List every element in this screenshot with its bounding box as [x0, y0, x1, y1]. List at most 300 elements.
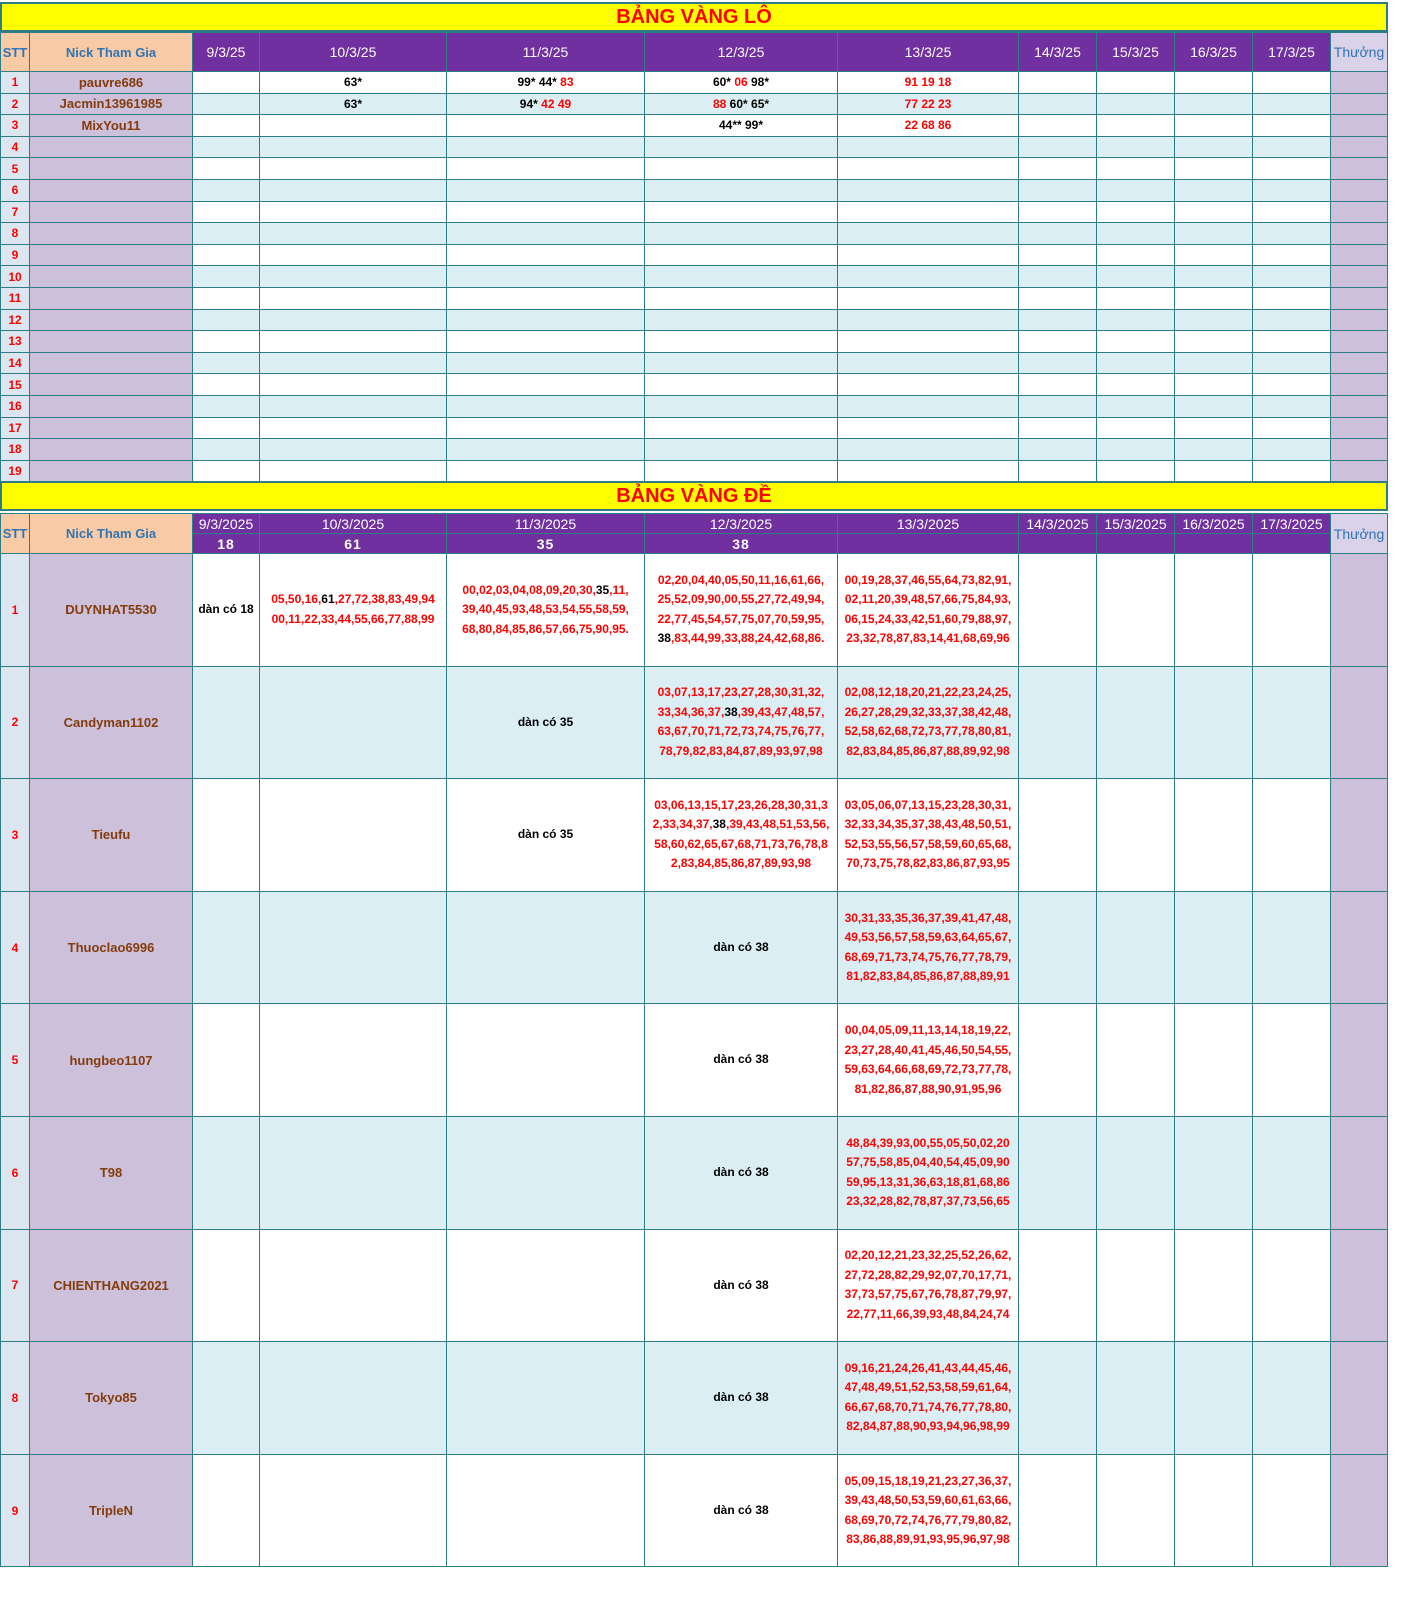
cell-numbers — [447, 581, 644, 640]
number-hit: 38 — [724, 704, 738, 719]
row-cell — [1253, 1342, 1331, 1455]
row-cell — [645, 331, 838, 353]
number-hit: dàn có 35 — [517, 714, 574, 729]
row-cell — [1097, 439, 1175, 461]
row-cell — [1253, 72, 1331, 94]
row-cell — [260, 115, 447, 137]
row-cell — [1175, 417, 1253, 439]
row-cell — [838, 179, 1019, 201]
row-cell — [1019, 1116, 1097, 1229]
header-thuong: Thưởng — [1331, 514, 1388, 554]
row-thuong — [1331, 287, 1388, 309]
cell-numbers — [260, 97, 446, 111]
row-cell — [447, 395, 645, 417]
row-stt: 8 — [1, 1342, 30, 1455]
result-number — [1253, 534, 1331, 554]
row-cell — [447, 93, 645, 115]
row-cell — [447, 287, 645, 309]
number-hit: dàn có 38 — [713, 1390, 769, 1405]
row-stt: 15 — [1, 374, 30, 396]
header-date: 13/3/2025 — [838, 514, 1019, 534]
row-nick: pauvre686 — [30, 72, 193, 94]
row-cell — [838, 374, 1019, 396]
lo-table-row — [1, 72, 1388, 94]
lo-table — [0, 32, 1388, 482]
row-cell — [645, 158, 838, 180]
row-thuong — [1331, 136, 1388, 158]
row-nick — [30, 439, 193, 461]
cell-numbers — [645, 1501, 837, 1521]
row-thuong — [1331, 93, 1388, 115]
row-cell — [838, 331, 1019, 353]
row-cell — [260, 72, 447, 94]
row-cell — [1253, 331, 1331, 353]
number-pick: 00,02,03,04,08,09,20,30, — [462, 582, 596, 597]
number-pick: 03,07,13,17,23,27,28,30,31,32, 33,34,36,37, — [657, 685, 825, 719]
row-cell — [1175, 395, 1253, 417]
row-cell — [838, 201, 1019, 223]
row-cell — [645, 115, 838, 137]
row-thuong — [1331, 115, 1388, 137]
row-cell — [645, 179, 838, 201]
row-nick — [30, 460, 193, 482]
row-cell — [1175, 779, 1253, 892]
number-pick: 02,08,12,18,20,21,22,23,24,25, 26,27,28,29,32,33,37,38,42,48, 52,58,62,68,72,73,77,78,80,81, 82,83,84,85,86,87,88,89,92,98 — [844, 685, 1012, 758]
row-cell — [260, 1116, 447, 1229]
row-cell — [1097, 374, 1175, 396]
number-pick: ,27,72,38,83,49,94 00,11,22,33,44,55,66,77,88,99 — [271, 592, 435, 626]
lo-table-row — [1, 179, 1388, 201]
row-cell — [1253, 115, 1331, 137]
row-cell — [447, 158, 645, 180]
row-cell — [1019, 223, 1097, 245]
lo-table-row — [1, 417, 1388, 439]
row-cell — [1097, 158, 1175, 180]
row-cell — [1253, 309, 1331, 331]
row-cell — [1019, 666, 1097, 779]
row-thuong — [1331, 439, 1388, 461]
number-pick: ,39,43,48,51,53,56, 58,60,62,65,67,68,71,73,76,78,8 2,83,84,85,86,87,89,93,98 — [654, 817, 830, 871]
row-cell — [1175, 223, 1253, 245]
row-cell — [1253, 266, 1331, 288]
row-thuong — [1331, 309, 1388, 331]
row-cell — [645, 395, 838, 417]
row-cell — [193, 115, 260, 137]
row-cell — [447, 1454, 645, 1567]
row-cell — [447, 136, 645, 158]
cell-numbers — [645, 75, 837, 89]
row-nick: TripleN — [30, 1454, 193, 1567]
row-stt: 13 — [1, 331, 30, 353]
row-cell — [1019, 1454, 1097, 1567]
row-cell — [447, 352, 645, 374]
number-hit: 60* — [712, 75, 735, 90]
cell-numbers — [447, 713, 644, 733]
row-cell — [1175, 115, 1253, 137]
header-date: 14/3/2025 — [1019, 514, 1097, 534]
row-cell — [1019, 115, 1097, 137]
header-date: 12/3/25 — [645, 33, 838, 72]
lo-table-row — [1, 266, 1388, 288]
number-hit: dàn có 18 — [198, 602, 254, 617]
row-cell — [193, 1342, 260, 1455]
row-cell — [1019, 179, 1097, 201]
row-cell — [645, 223, 838, 245]
row-cell — [1097, 179, 1175, 201]
row-cell — [838, 1004, 1019, 1117]
row-cell — [447, 309, 645, 331]
row-cell — [1253, 179, 1331, 201]
row-cell — [1253, 158, 1331, 180]
row-thuong — [1331, 1004, 1388, 1117]
row-cell — [193, 93, 260, 115]
number-hit: 99* 44* — [517, 75, 561, 90]
row-stt: 4 — [1, 136, 30, 158]
row-cell — [838, 309, 1019, 331]
row-cell — [1175, 891, 1253, 1004]
number-pick: 02,20,12,21,23,32,25,52,26,62, 27,72,28,82,29,92,07,70,17,71, 37,73,57,75,67,76,78,87,79,97, 22,77,11,66,39,93,48,84,24,74 — [844, 1248, 1012, 1321]
row-cell — [1253, 201, 1331, 223]
row-cell — [645, 1454, 838, 1567]
lo-table-row — [1, 309, 1388, 331]
row-stt: 5 — [1, 1004, 30, 1117]
row-cell — [1019, 395, 1097, 417]
number-pick: ,11, 39,40,45,93,48,53,54,55,58,59, 68,80,84,85,86,57,66,75,90,95. — [462, 582, 629, 636]
cell-numbers — [838, 1246, 1018, 1324]
row-stt: 18 — [1, 439, 30, 461]
row-cell — [1175, 666, 1253, 779]
row-cell — [447, 223, 645, 245]
cell-numbers — [260, 590, 446, 629]
lo-header-row — [1, 33, 1388, 72]
row-cell — [1097, 891, 1175, 1004]
row-cell — [193, 72, 260, 94]
row-cell — [260, 395, 447, 417]
row-cell — [1253, 1116, 1331, 1229]
lo-table-row — [1, 460, 1388, 482]
number-pick: 48,84,39,93,00,55,05,50,02,20 57,75,58,85,04,40,54,45,09,90 59,95,13,31,36,63,18,81,68,86 23,32,28,82,78,87,37,73,56,65 — [846, 1135, 1010, 1209]
header-date: 15/3/2025 — [1097, 514, 1175, 534]
row-nick — [30, 395, 193, 417]
row-cell — [1019, 331, 1097, 353]
row-cell — [1175, 72, 1253, 94]
row-cell — [193, 395, 260, 417]
row-stt: 14 — [1, 352, 30, 374]
row-cell — [1097, 666, 1175, 779]
number-pick: 42 49 — [541, 96, 572, 111]
row-nick — [30, 417, 193, 439]
row-cell — [193, 666, 260, 779]
header-date: 10/3/25 — [260, 33, 447, 72]
number-hit: dàn có 38 — [713, 1502, 769, 1517]
number-hit: dàn có 38 — [713, 939, 769, 954]
row-cell — [1097, 1454, 1175, 1567]
row-cell — [1019, 158, 1097, 180]
lo-title-banner: BẢNG VÀNG LÔ — [0, 2, 1388, 32]
row-nick — [30, 179, 193, 201]
row-cell — [838, 1229, 1019, 1342]
row-cell — [447, 779, 645, 892]
row-cell — [1097, 417, 1175, 439]
row-cell — [1175, 136, 1253, 158]
row-stt: 17 — [1, 417, 30, 439]
number-pick: 30,31,33,35,36,37,39,41,47,48, 49,53,56,57,58,59,63,64,65,67, 68,69,71,73,74,75,76,77,78,79, 81,82,83,84,85,86,87,88,89,91 — [844, 910, 1012, 984]
row-cell — [645, 554, 838, 667]
header-date: 9/3/25 — [193, 33, 260, 72]
row-cell — [1253, 244, 1331, 266]
row-cell — [645, 201, 838, 223]
number-pick: 06 — [734, 75, 748, 90]
de-table — [0, 513, 1388, 1567]
row-thuong — [1331, 554, 1388, 667]
row-cell — [260, 1454, 447, 1567]
cell-numbers — [260, 75, 446, 89]
row-cell — [1097, 309, 1175, 331]
row-thuong — [1331, 1454, 1388, 1567]
row-cell — [1253, 93, 1331, 115]
row-cell — [260, 417, 447, 439]
number-pick: 83 — [560, 75, 574, 90]
cell-numbers — [645, 796, 837, 874]
row-cell — [645, 244, 838, 266]
number-pick: 05,50,16, — [271, 592, 322, 607]
number-hit: dàn có 35 — [517, 827, 574, 842]
row-cell — [645, 352, 838, 374]
cell-numbers — [838, 97, 1018, 111]
result-number — [1175, 534, 1253, 554]
cell-numbers — [838, 75, 1018, 89]
row-cell — [1097, 554, 1175, 667]
row-stt: 2 — [1, 93, 30, 115]
row-cell — [645, 891, 838, 1004]
number-hit: 63* — [343, 96, 363, 111]
cell-numbers — [645, 1388, 837, 1408]
number-hit: 44** 99* — [718, 118, 764, 133]
row-thuong — [1331, 779, 1388, 892]
header-date: 12/3/2025 — [645, 514, 838, 534]
row-cell — [260, 779, 447, 892]
row-cell — [260, 331, 447, 353]
row-nick — [30, 136, 193, 158]
row-cell — [193, 136, 260, 158]
de-table-row — [1, 1004, 1388, 1117]
row-cell — [1097, 779, 1175, 892]
row-cell — [447, 554, 645, 667]
header-stt: STT — [1, 514, 30, 554]
row-cell — [447, 1116, 645, 1229]
lo-table-row — [1, 374, 1388, 396]
row-cell — [1253, 439, 1331, 461]
row-cell — [260, 266, 447, 288]
row-thuong — [1331, 244, 1388, 266]
row-cell — [260, 891, 447, 1004]
result-number — [1019, 534, 1097, 554]
row-cell — [193, 287, 260, 309]
result-number — [1097, 534, 1175, 554]
row-nick: MixYou11 — [30, 115, 193, 137]
lo-table-row — [1, 136, 1388, 158]
row-cell — [193, 266, 260, 288]
row-cell — [447, 115, 645, 137]
row-cell — [1097, 93, 1175, 115]
cell-numbers — [193, 600, 259, 620]
row-nick — [30, 374, 193, 396]
cell-numbers — [645, 118, 837, 132]
row-cell — [193, 201, 260, 223]
lo-table-row — [1, 93, 1388, 115]
row-cell — [260, 1004, 447, 1117]
row-cell — [260, 223, 447, 245]
row-cell — [1097, 115, 1175, 137]
row-cell — [1253, 417, 1331, 439]
row-thuong — [1331, 1342, 1388, 1455]
number-hit: dàn có 38 — [713, 1052, 769, 1067]
row-cell — [1175, 287, 1253, 309]
row-cell — [193, 439, 260, 461]
row-nick: Tokyo85 — [30, 1342, 193, 1455]
row-cell — [1253, 779, 1331, 892]
row-thuong — [1331, 395, 1388, 417]
row-thuong — [1331, 417, 1388, 439]
number-pick: 05,09,15,18,19,21,23,27,36,37, 39,43,48,50,53,59,60,61,63,66, 68,69,70,72,74,76,77,79,80,82, 83,86,88,89,91,93,95,96,97,98 — [844, 1473, 1012, 1547]
row-cell — [193, 374, 260, 396]
cell-numbers — [645, 97, 837, 111]
row-nick — [30, 201, 193, 223]
row-cell — [193, 179, 260, 201]
row-cell — [645, 93, 838, 115]
row-cell — [1019, 72, 1097, 94]
row-cell — [193, 460, 260, 482]
header-date: 11/3/25 — [447, 33, 645, 72]
row-stt: 9 — [1, 1454, 30, 1567]
row-cell — [645, 460, 838, 482]
row-cell — [838, 266, 1019, 288]
row-nick — [30, 287, 193, 309]
row-cell — [260, 352, 447, 374]
de-table-row — [1, 1342, 1388, 1455]
row-cell — [1253, 352, 1331, 374]
row-cell — [447, 244, 645, 266]
cell-numbers — [645, 571, 837, 649]
header-stt: STT — [1, 33, 30, 72]
row-cell — [838, 891, 1019, 1004]
row-cell — [260, 287, 447, 309]
row-cell — [193, 1229, 260, 1342]
number-pick: 00,04,05,09,11,13,14,18,19,22, 23,27,28,40,41,45,46,50,54,55, 59,63,64,66,68,69,72,73,77,78, 81,82,86,87,88,90,91,95,96 — [844, 1023, 1012, 1096]
row-stt: 9 — [1, 244, 30, 266]
row-cell — [645, 779, 838, 892]
row-nick — [30, 266, 193, 288]
row-cell — [838, 93, 1019, 115]
row-cell — [447, 1004, 645, 1117]
row-cell — [1253, 223, 1331, 245]
row-cell — [645, 136, 838, 158]
row-cell — [1019, 352, 1097, 374]
cell-numbers — [447, 97, 644, 111]
header-date: 11/3/2025 — [447, 514, 645, 534]
row-thuong — [1331, 374, 1388, 396]
header-date: 13/3/25 — [838, 33, 1019, 72]
row-cell — [645, 72, 838, 94]
row-nick: CHIENTHANG2021 — [30, 1229, 193, 1342]
row-cell — [1019, 460, 1097, 482]
row-stt: 10 — [1, 266, 30, 288]
row-cell — [1175, 1342, 1253, 1455]
row-nick — [30, 331, 193, 353]
row-cell — [260, 309, 447, 331]
row-stt: 16 — [1, 395, 30, 417]
row-cell — [838, 244, 1019, 266]
row-cell — [193, 223, 260, 245]
row-cell — [838, 1116, 1019, 1229]
number-hit: 38 — [657, 631, 671, 646]
row-cell — [1175, 1229, 1253, 1342]
lo-table-row — [1, 331, 1388, 353]
row-thuong — [1331, 331, 1388, 353]
cell-numbers — [447, 825, 644, 845]
row-cell — [838, 417, 1019, 439]
cell-numbers — [838, 118, 1018, 132]
row-thuong — [1331, 72, 1388, 94]
row-cell — [193, 309, 260, 331]
number-hit: 94* — [519, 96, 542, 111]
row-cell — [447, 1342, 645, 1455]
lo-table-row — [1, 439, 1388, 461]
row-cell — [1175, 352, 1253, 374]
row-stt: 4 — [1, 891, 30, 1004]
row-cell — [1175, 266, 1253, 288]
number-pick: ,83,44,99,33,88,24,42,68,86. — [670, 631, 825, 646]
cell-numbers — [645, 938, 837, 958]
result-number: 38 — [645, 534, 838, 554]
number-pick: 22 68 86 — [904, 118, 952, 133]
cell-numbers — [645, 1163, 837, 1183]
de-title-banner: BẢNG VÀNG ĐỀ — [0, 481, 1388, 511]
row-cell — [1097, 395, 1175, 417]
number-pick: 09,16,21,24,26,41,43,44,45,46, 47,48,49,51,52,53,58,59,61,64, 66,67,68,70,71,74,76,77,78,80, 82,84,87,88,90,93,94,96,98,99 — [844, 1360, 1012, 1434]
row-cell — [447, 201, 645, 223]
row-cell — [1097, 1229, 1175, 1342]
row-cell — [1097, 460, 1175, 482]
row-thuong — [1331, 158, 1388, 180]
row-cell — [260, 666, 447, 779]
row-thuong — [1331, 266, 1388, 288]
row-cell — [1097, 1004, 1175, 1117]
row-stt: 11 — [1, 287, 30, 309]
row-cell — [838, 554, 1019, 667]
row-cell — [1019, 136, 1097, 158]
header-date: 15/3/25 — [1097, 33, 1175, 72]
row-cell — [1097, 72, 1175, 94]
cell-numbers — [645, 683, 837, 761]
row-cell — [1253, 1004, 1331, 1117]
number-pick: 02,20,04,40,05,50,11,16,61,66, 25,52,09,90,00,55,27,72,49,94, 22,77,45,54,57,75,07,70,59,95, — [657, 572, 825, 626]
row-cell — [1019, 554, 1097, 667]
row-stt: 1 — [1, 72, 30, 94]
row-thuong — [1331, 1229, 1388, 1342]
row-cell — [1175, 1116, 1253, 1229]
lo-table-row — [1, 223, 1388, 245]
result-number: 18 — [193, 534, 260, 554]
row-cell — [1097, 1342, 1175, 1455]
cell-numbers — [645, 1050, 837, 1070]
row-cell — [1175, 244, 1253, 266]
row-cell — [1175, 554, 1253, 667]
row-cell — [260, 439, 447, 461]
row-stt: 5 — [1, 158, 30, 180]
row-stt: 12 — [1, 309, 30, 331]
row-cell — [1097, 352, 1175, 374]
